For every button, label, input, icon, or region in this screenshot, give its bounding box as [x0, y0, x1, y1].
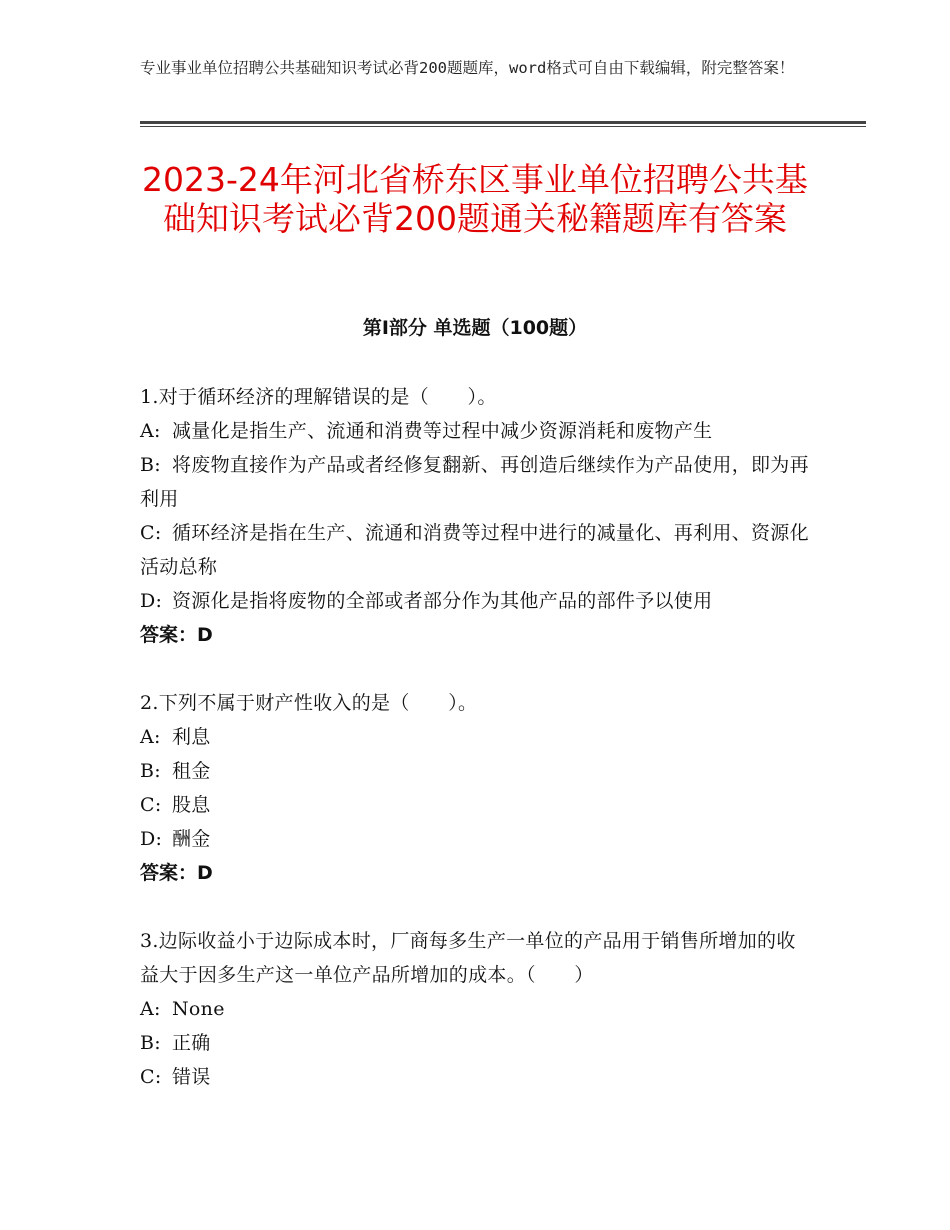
answer-value: D [197, 624, 213, 646]
option-text: 股息 [172, 794, 211, 816]
option-text: 将废物直接作为产品或者经修复翻新、再创造后继续作为产品使用，即为再利用 [140, 454, 809, 510]
answer-line [140, 618, 810, 652]
option-text: 利息 [172, 726, 211, 748]
option-c [140, 1060, 810, 1094]
option-label: A: [140, 420, 161, 442]
option-text: None [172, 998, 225, 1020]
option-b [140, 754, 810, 788]
option-c [140, 788, 810, 822]
question-list [140, 380, 810, 1128]
option-b [140, 1026, 810, 1060]
option-label: D: [140, 590, 163, 612]
option-text: 减量化是指生产、流通和消费等过程中减少资源消耗和废物产生 [172, 420, 713, 442]
option-label: C: [140, 794, 162, 816]
option-text: 循环经济是指在生产、流通和消费等过程中进行的减量化、再利用、资源化活动总称 [140, 522, 809, 578]
option-label: D: [140, 828, 163, 850]
answer-value: D [197, 862, 213, 884]
option-label: B: [140, 1032, 161, 1054]
option-label: C: [140, 1066, 162, 1088]
option-text: 租金 [172, 760, 211, 782]
option-label: B: [140, 760, 161, 782]
document-title: 2023-24年河北省桥东区事业单位招聘公共基础知识考试必背200题通关秘籍题库有答案 [142, 160, 808, 238]
question-3 [140, 924, 810, 1094]
option-text: 正确 [172, 1032, 211, 1054]
section-title: 第Ⅰ部分 单选题（100题） [362, 317, 588, 339]
option-a [140, 414, 810, 448]
question-text: 1.对于循环经济的理解错误的是（ ）。 [140, 386, 497, 408]
answer-line [140, 856, 810, 890]
question-text: 2.下列不属于财产性收入的是（ ）。 [140, 692, 478, 714]
option-a [140, 720, 810, 754]
option-d [140, 822, 810, 856]
answer-label: 答案： [140, 624, 198, 646]
question-1 [140, 380, 810, 652]
header-note: 专业事业单位招聘公共基础知识考试必背200题题库，word格式可自由下载编辑，附完整答案！ [140, 59, 795, 77]
option-a [140, 992, 810, 1026]
question-text: 3.边际收益小于边际成本时，厂商每多生产一单位的产品用于销售所增加的收益大于因多生产这一单位产品所增加的成本。（ ） [140, 930, 796, 986]
option-label: A: [140, 726, 161, 748]
option-d [140, 584, 810, 618]
option-text: 资源化是指将废物的全部或者部分作为其他产品的部件予以使用 [172, 590, 713, 612]
option-c [140, 516, 810, 584]
option-label: A: [140, 998, 161, 1020]
header-rule-thick [140, 121, 866, 124]
header-rule-thin [140, 126, 866, 127]
option-text: 错误 [172, 1066, 211, 1088]
option-b [140, 448, 810, 516]
option-label: C: [140, 522, 162, 544]
question-2 [140, 686, 810, 890]
option-text: 酬金 [172, 828, 211, 850]
answer-label: 答案： [140, 862, 198, 884]
option-label: B: [140, 454, 161, 476]
